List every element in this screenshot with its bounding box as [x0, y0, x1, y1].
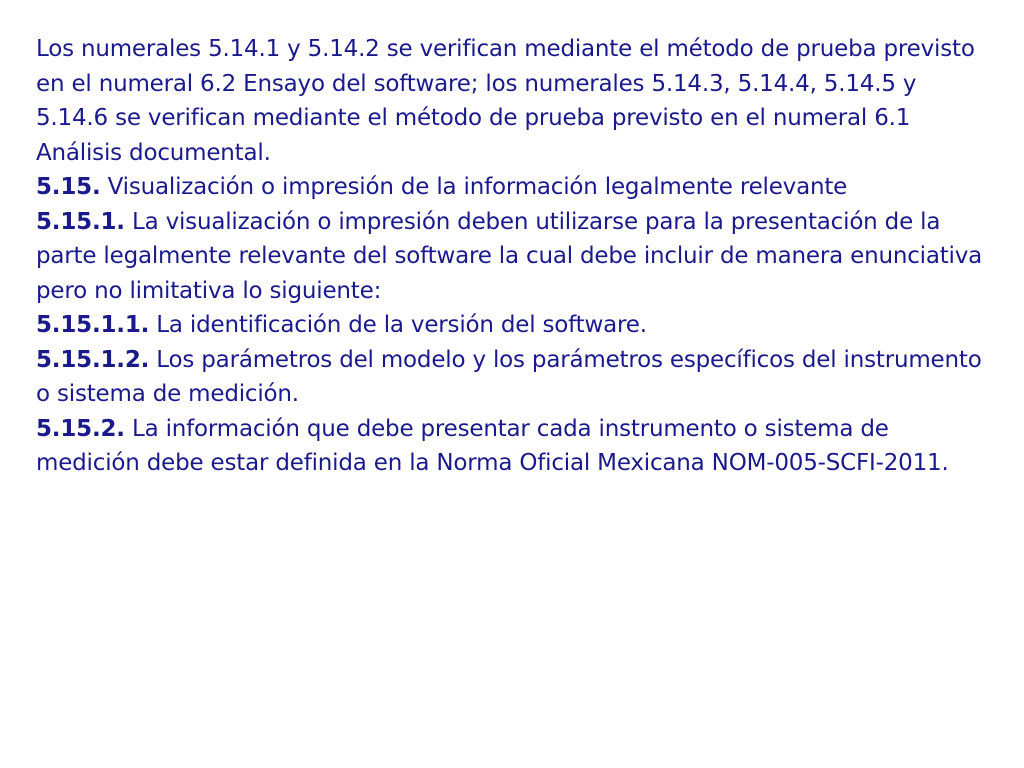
section-text: La visualización o impresión deben utilizarse para la presentación de la parte legalmente relevante del software la cual debe incluir de manera enunciativa pero no limitativa lo siguiente: — [36, 208, 983, 304]
section-text: Los parámetros del modelo y los parámetros específicos del instrumento o sistema de medición. — [36, 346, 982, 407]
section-5-15-1-1 — [36, 308, 986, 343]
section-text: Visualización o impresión de la información legalmente relevante — [107, 174, 848, 200]
section-number: 5.15.1.2. — [36, 346, 150, 373]
section-number: 5.15.2. — [36, 415, 125, 442]
section-text: La información que debe presentar cada instrumento o sistema de medición debe estar definida en la Norma Oficial Mexicana NOM-005-SCFI-2011. — [36, 415, 949, 476]
section-number: 5.15. — [36, 174, 101, 200]
section-5-15-1-2 — [36, 343, 986, 412]
document-body — [36, 32, 986, 481]
section-number: 5.15.1. — [36, 208, 125, 235]
section-number: 5.15.1.1. — [36, 312, 150, 338]
section-text: La identificación de la versión del software. — [156, 312, 647, 338]
section-5-15-2 — [36, 412, 986, 481]
section-5-15-1 — [36, 205, 986, 309]
section-5-15 — [36, 170, 986, 205]
intro-paragraph: Los numerales 5.14.1 y 5.14.2 se verifican mediante el método de prueba previsto en el numeral 6.2 Ensayo del software; los numerales 5.14.3, 5.14.4, 5.14.5 y 5.14.6 se verifican mediante el método de prueba previsto en el numeral 6.1 Análisis documental. — [36, 36, 975, 166]
